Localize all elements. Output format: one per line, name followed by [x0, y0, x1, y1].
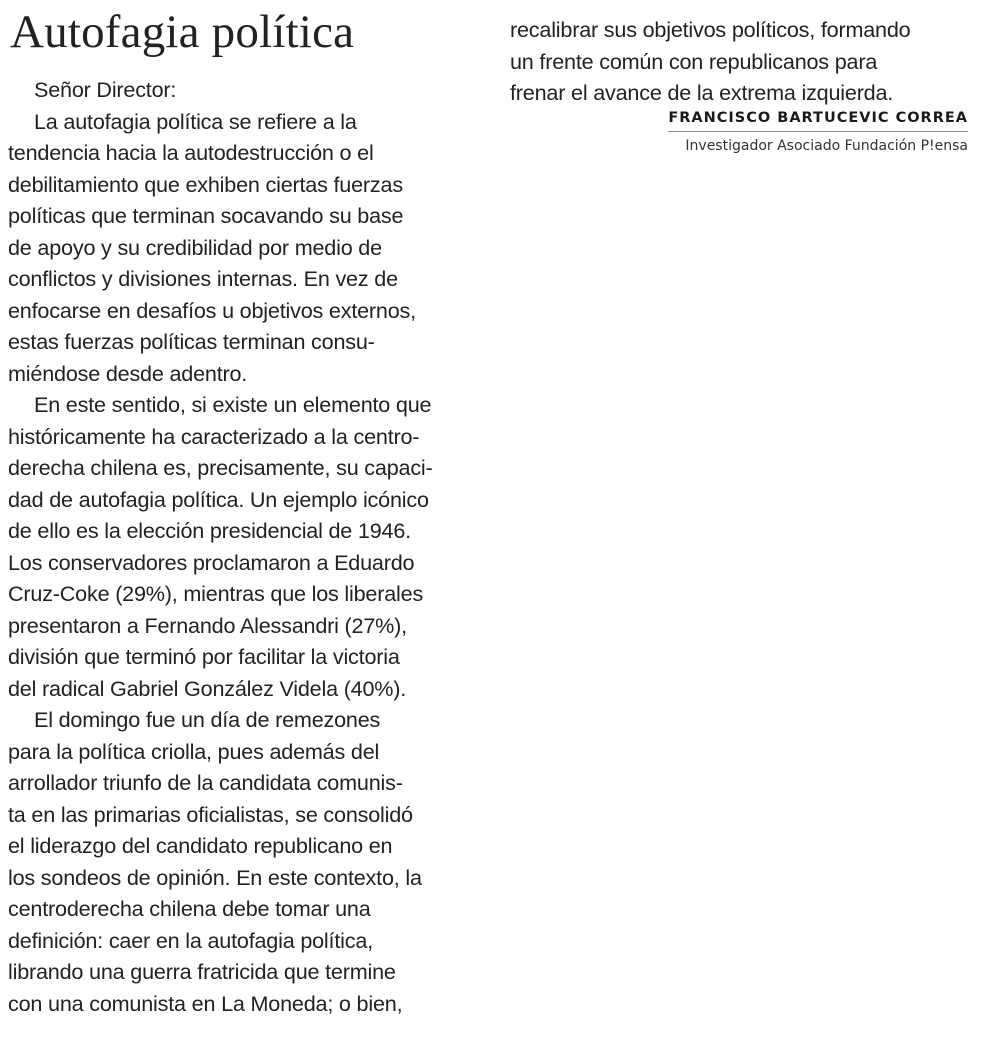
left-column — [8, 4, 468, 1019]
text-line: centroderecha chilena debe tomar una — [8, 896, 371, 921]
author-name: FRANCISCO BARTUCEVIC CORREA — [668, 110, 968, 132]
text-line: librando una guerra fratricida que termine — [8, 959, 396, 984]
text-line: En este sentido, si existe un elemento que — [34, 392, 432, 417]
right-column — [510, 14, 970, 154]
left-column-text — [8, 74, 468, 1019]
text-line: de apoyo y su credibilidad por medio de — [8, 234, 382, 260]
text-line: arrollador triunfo de la candidata comunis- — [8, 770, 403, 795]
text-line: para la política criolla, pues además del — [8, 738, 380, 764]
signature-block — [510, 109, 970, 154]
text-line: división que terminó por facilitar la victoria — [8, 644, 400, 669]
text-line: debilitamiento que exhiben ciertas fuerzas — [8, 171, 403, 197]
text-line: frenar el avance de la extrema izquierda. — [510, 80, 894, 105]
text-line: Los conservadores proclamaron a Eduardo — [8, 549, 415, 575]
text-line: miéndose desde adentro. — [8, 360, 248, 386]
text-line: tendencia hacia la autodestrucción o el — [8, 140, 374, 165]
text-line: históricamente ha caracterizado a la centro- — [8, 423, 420, 449]
text-line: presentaron a Fernando Alessandri (27%), — [8, 612, 407, 638]
text-line: políticas que terminan socavando su base — [8, 203, 404, 228]
text-line: enfocarse en desafíos u objetivos externos, — [8, 297, 416, 323]
headline: Autofagia política — [10, 6, 355, 58]
text-line: definición: caer en la autofagia política, — [8, 927, 373, 953]
text-line: un frente común con republicanos para — [510, 48, 878, 74]
text-line: con una comunista en La Moneda; o bien, — [8, 990, 403, 1016]
right-column-text — [510, 14, 970, 109]
text-line: Señor Director: — [34, 77, 177, 102]
text-line: los sondeos de opinión. En este contexto, la — [8, 864, 422, 890]
text-line: El domingo fue un día de remezones — [34, 707, 381, 732]
text-line: La autofagia política se refiere a la — [34, 108, 357, 134]
text-line: el liderazgo del candidato republicano en — [8, 833, 393, 858]
text-line: ta en las primarias oficialistas, se consolidó — [8, 801, 413, 827]
text-line: recalibrar sus objetivos políticos, formando — [510, 17, 911, 42]
text-line: derecha chilena es, precisamente, su capaci- — [8, 455, 433, 480]
author-role: Investigador Asociado Fundación P!ensa — [685, 137, 968, 154]
text-line: de ello es la elección presidencial de 1946. — [8, 518, 411, 543]
text-line: estas fuerzas políticas terminan consu- — [8, 329, 375, 354]
text-line: del radical Gabriel González Videla (40%). — [8, 675, 407, 701]
text-line: dad de autofagia política. Un ejemplo icónico — [8, 486, 429, 512]
text-line: Cruz-Coke (29%), mientras que los liberales — [8, 581, 424, 606]
text-line: conflictos y divisiones internas. En vez de — [8, 266, 398, 291]
